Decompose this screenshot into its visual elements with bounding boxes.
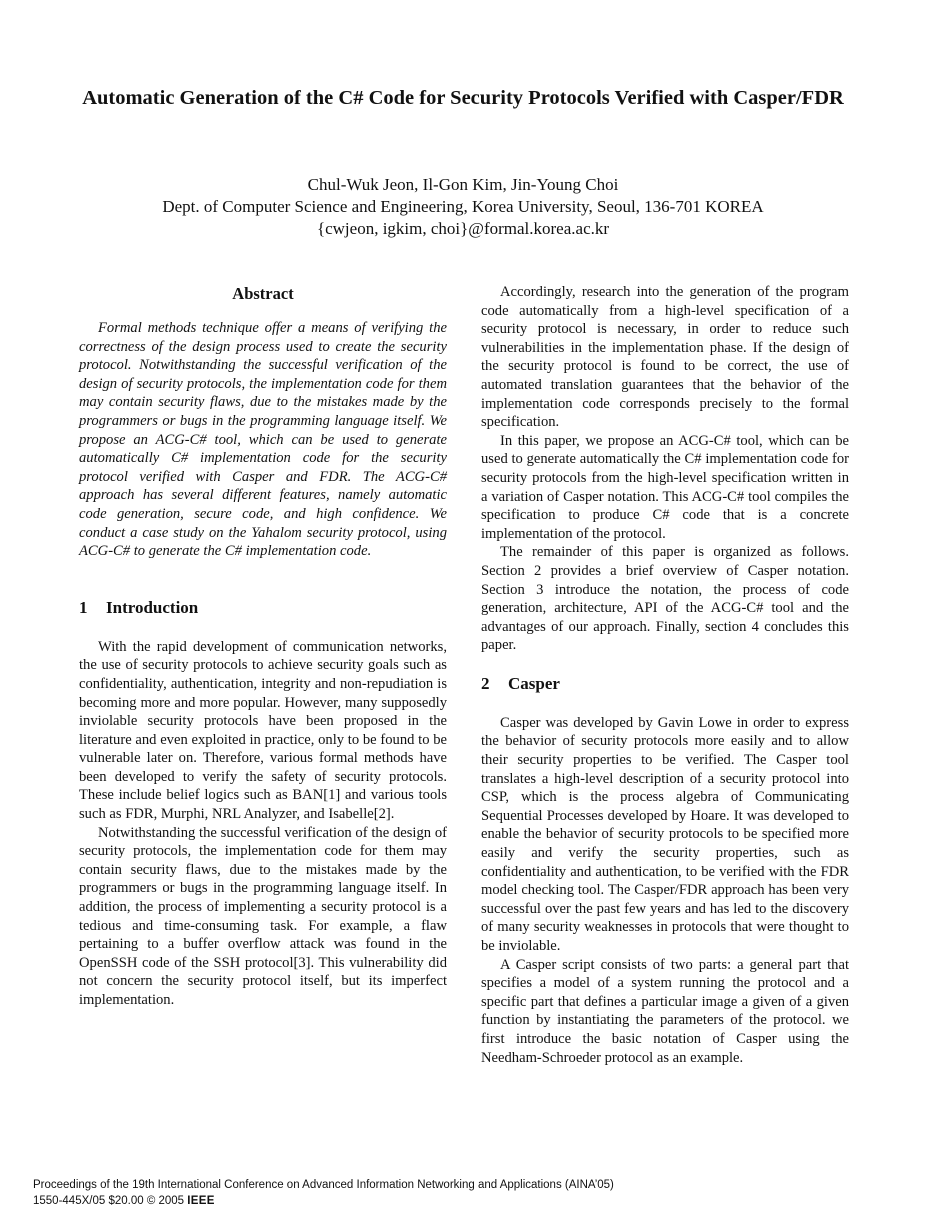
- abstract-body: Formal methods technique offer a means of verifying the correctness of the design process used to create the security protocol. Notwithstanding the successful verification of the design of security protocols, the implementation code for them may contain security flaws, due to the mistakes made by the programmers or bugs in the programming language itself. We propose an ACG-C# tool, which can be used to generate automatically C# implementation code for the security protocol verified with Casper and FDR. The ACG-C# approach has several different features, namely automatic code generation, secure code, and high confidence. We conduct a case study on the Yahalom security protocol, using ACG-C# to generate the C# implementation code.: [79, 320, 447, 560]
- ieee-logo: IEEE: [187, 1195, 215, 1207]
- author-block: [80, 174, 846, 240]
- right-column: [481, 283, 849, 1067]
- abstract-heading: Abstract: [232, 284, 294, 303]
- intro-paragraph-1: With the rapid development of communication networks, the use of security protocols to achieve security goals such as confidentiality, authentication, integrity and non-repudiation is becoming more and more popular. However, many supposedly inviolable security protocols have been proposed in the literature and even exploited in practice, only to be found to be vulnerable later on. Therefore, various formal methods have been developed to verify the safety of security protocols. These include belief logics such as BAN[1] and various tools such as FDR, Murphi, NRL Analyzer, and Isabelle[2].: [79, 638, 447, 823]
- intro-paragraph-4: In this paper, we propose an ACG-C# tool, which can be used to generate automatically the C# implementation code for security protocols from the high-level specification written in a variation of Casper notation. This ACG-C# tool compiles the specification to produce C# code that is a concrete implementation of the protocol.: [481, 432, 849, 542]
- author-affiliation: Dept. of Computer Science and Engineering, Korea University, Seoul, 136-701 KOREA: [162, 197, 764, 216]
- intro-paragraph-2: Notwithstanding the successful verification of the design of security protocols, the implementation code for them may contain security flaws, due to the mistakes made by the programmers or bugs in the programming language itself. In addition, the process of implementing a security protocol is a tedious and time-consuming task. For example, a flaw pertaining to a buffer overflow attack was found in the OpenSSH code of the SSH protocol[3]. This vulnerability did not concern the security protocol itself, but its imperfect implementation.: [79, 824, 447, 1008]
- casper-paragraph-2: A Casper script consists of two parts: a general part that specifies a model of a system running the protocol and a specific part that defines a particular image a given of a given function by instantiating the parameters of the protocol. we first introduce the basic notation of Casper using the Needham-Schroeder protocol as an example.: [481, 956, 849, 1066]
- section-heading-casper: [481, 673, 849, 695]
- paper-title: Automatic Generation of the C# Code for Security Protocols Verified with Casper/FDR: [82, 87, 844, 109]
- casper-paragraph-1: Casper was developed by Gavin Lowe in order to express the behavior of security protocols more easily and to allow their security properties to be verified. The Casper tool translates a high-level description of a security protocol into CSP, which is the process algebra of Communicating Sequential Processes developed by Hoare. It was developed to enable the behavior of security protocols to be specified more easily and verify the security properties, such as confidentiality and authentication, to be verified with the FDR model checking tool. The Casper/FDR approach has been very successful over the past few years and has led to the discovery of many security weaknesses in protocols that were thought to be inviolable.: [481, 714, 849, 954]
- section-title: Casper: [508, 673, 560, 693]
- footer-proceedings: Proceedings of the 19th International Conference on Advanced Information Networking and Applications (AINA’05): [33, 1179, 614, 1191]
- page-footer: [33, 1177, 614, 1209]
- section-number: 1: [79, 597, 88, 617]
- footer-copyright: 1550-445X/05 $20.00 © 2005: [33, 1195, 185, 1207]
- footer-copyright-line: [33, 1193, 614, 1209]
- section-title: Introduction: [106, 597, 199, 617]
- intro-paragraph-3: Accordingly, research into the generation of the program code automatically from a high-level specification of a security protocol is necessary, in order to reduce such vulnerabilities in the implementation phase. If the design of the security protocol is found to be correct, the use of automated translation guarantees that the behavior of the implementation code corresponds precisely to the formal specification.: [481, 284, 849, 431]
- author-emails: {cwjeon, igkim, choi}@formal.korea.ac.kr: [316, 219, 610, 238]
- left-column: [79, 283, 447, 1010]
- intro-paragraph-5: The remainder of this paper is organized as follows. Section 2 provides a brief overview of Casper notation. Section 3 introduce the notation, the process of code generation, architecture, API of the ACG-C# tool and the advantages of our approach. Finally, section 4 concludes this paper.: [481, 544, 849, 654]
- section-number: 2: [481, 673, 490, 693]
- author-names: Chul-Wuk Jeon, Il-Gon Kim, Jin-Young Choi: [307, 175, 619, 194]
- section-heading-introduction: [79, 597, 447, 619]
